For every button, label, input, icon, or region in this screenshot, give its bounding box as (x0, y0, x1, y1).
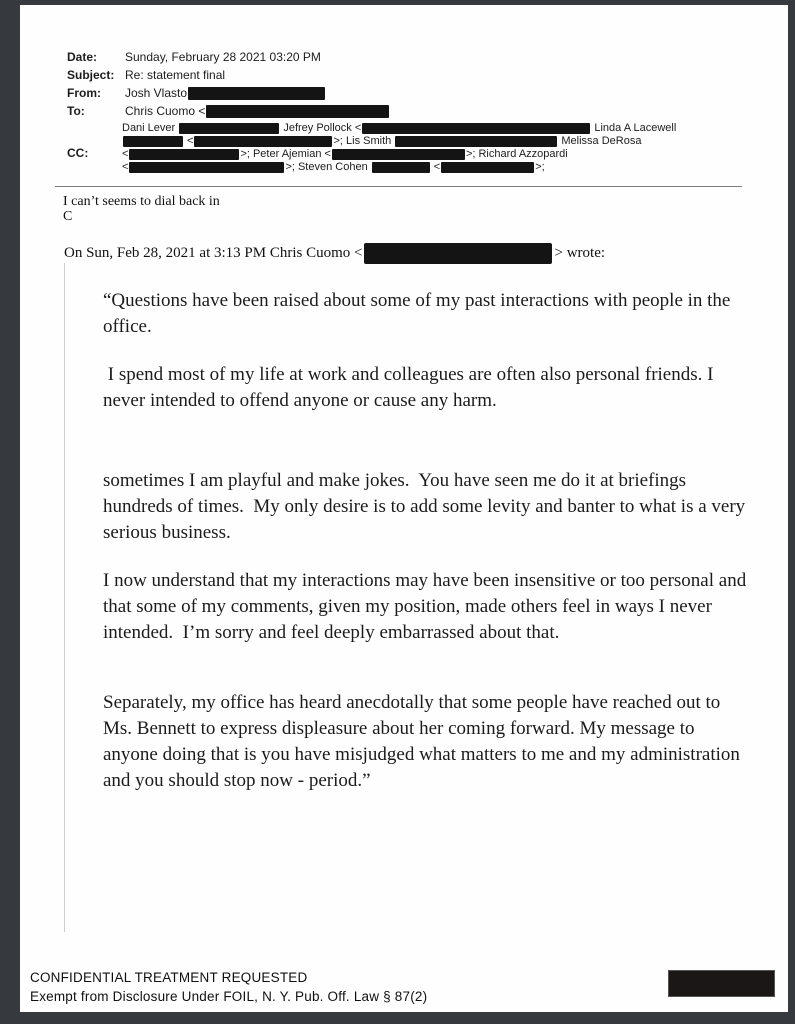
header-field-value: Re: statement final (125, 68, 226, 82)
redaction-bar (129, 162, 284, 173)
cc-recipient-text: < (184, 135, 194, 147)
document-page (20, 5, 788, 1012)
redaction-bar (362, 123, 590, 134)
cc-block (67, 122, 676, 174)
redaction-bar (123, 136, 183, 147)
reply-intro: On Sun, Feb 28, 2021 at 3:13 PM Chris Cuomo < (64, 244, 363, 261)
reply-suffix: > wrote: (554, 244, 606, 261)
redaction-bar (441, 162, 534, 173)
cc-field-label: CC: (67, 146, 89, 160)
statement-paragraph: I now understand that my interactions may have been insensitive or too personal and that some of my comments, given my position, made others feel in ways I never intended. I’m sorry and feel deeply embarrassed about that. (103, 570, 751, 643)
quoted-statement (103, 288, 751, 816)
cc-recipient-text: < (430, 161, 441, 173)
header-field-row (67, 105, 389, 118)
header-field-row (67, 87, 389, 100)
quote-indent-line (64, 263, 65, 932)
redaction-bar (372, 162, 430, 173)
cc-recipient-text: Jefrey Pollock < (280, 122, 362, 134)
statement-paragraph: I spend most of my life at work and colleagues are often also personal friends. I never intended to offend anyone or cause any harm. (103, 364, 719, 411)
cc-recipient-text: < (122, 161, 129, 173)
cc-recipient-text: >; Lis Smith (333, 135, 395, 147)
cc-recipient-text: >; (535, 161, 545, 173)
statement-paragraph: “Questions have been raised about some of my past interactions with people in the office. (103, 290, 736, 337)
header-field-label: Subject: (67, 68, 115, 82)
cc-recipient-text: < (122, 148, 129, 160)
header-field-value: Sunday, February 28 2021 03:20 PM (125, 50, 321, 64)
redaction-bar (206, 105, 389, 118)
cc-recipient-text: >; Peter Ajemian < (240, 148, 331, 160)
reply-redaction-bar (364, 243, 552, 264)
cc-recipient-text: >; Steven Cohen (285, 161, 371, 173)
redaction-bar (188, 87, 325, 100)
reply-attribution (64, 243, 605, 264)
bates-number-redaction-bar (668, 970, 775, 997)
header-field-row (67, 69, 389, 82)
redaction-bar (179, 123, 279, 134)
statement-paragraph (103, 436, 748, 446)
cc-line (122, 122, 676, 135)
header-field-label: To: (67, 104, 85, 118)
header-field-row (67, 51, 389, 64)
statement-paragraph: sometimes I am playful and make jokes. You have seen me do it at briefings hundreds of times. My only desire is to add some levity and banter to what is a very serious business. (103, 470, 750, 543)
footer-line-2: Exempt from Disclosure Under FOIL, N. Y. Pub. Off. Law § 87(2) (30, 988, 428, 1004)
header-field-label: From: (67, 86, 101, 100)
cc-recipient-text: >; Richard Azzopardi (465, 148, 568, 160)
header-fields (67, 51, 389, 118)
redaction-bar (395, 136, 557, 147)
redaction-bar (332, 149, 465, 160)
email-header (67, 51, 389, 123)
cc-line (122, 148, 676, 161)
cc-recipient-text: Dani Lever (122, 122, 179, 134)
message-line-2: C (63, 209, 73, 224)
message-body (63, 194, 220, 224)
header-field-value: Chris Cuomo < (125, 104, 206, 118)
cc-recipient-text: Linda A Lacewell (591, 122, 677, 134)
cc-line (122, 161, 676, 174)
redaction-bar (194, 136, 332, 147)
header-divider (55, 186, 742, 187)
footer-line-1: CONFIDENTIAL TREATMENT REQUESTED (30, 970, 308, 985)
message-line-1: I can’t seems to dial back in (63, 194, 220, 209)
header-field-label: Date: (67, 50, 98, 64)
confidential-footer (30, 969, 427, 1006)
cc-lines (122, 122, 676, 174)
statement-paragraph: Separately, my office has heard anecdotally that some people have reached out to Ms. Bennett to express displeasure about her coming forward. My message to anyone doing that is you have misjudged what matters to me and my administration and you should stop now - period.” (103, 692, 745, 791)
cc-line (122, 135, 676, 148)
cc-recipient-text: Melissa DeRosa (558, 135, 642, 147)
header-field-value: Josh Vlasto (125, 86, 188, 100)
redaction-bar (129, 149, 239, 160)
